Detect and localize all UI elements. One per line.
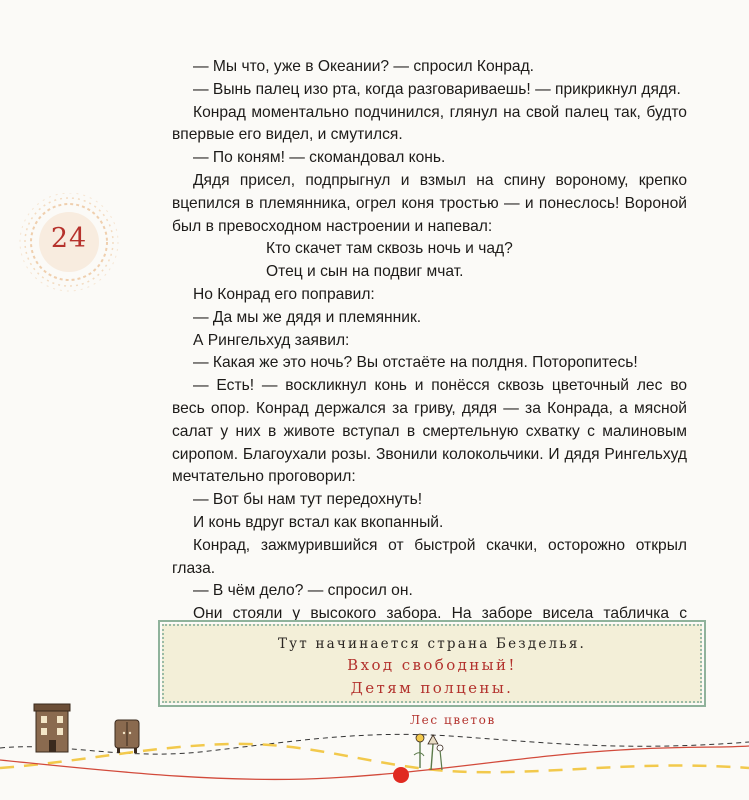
map-label-forest: Лес цветов bbox=[410, 713, 496, 727]
paragraph: — По коням! — скомандовал конь. bbox=[193, 149, 446, 167]
body-text bbox=[172, 56, 687, 649]
paragraph: Но Конрад его поправил: bbox=[193, 285, 375, 303]
verse-line: Кто скачет там сквозь ночь и чад? bbox=[266, 240, 513, 258]
paragraph: — В чём дело? — спросил он. bbox=[193, 582, 413, 600]
page-number-badge bbox=[19, 193, 119, 293]
paragraph: Конрад, зажмурившийся от быстрой скачки, осторожно открыл глаза. bbox=[172, 536, 687, 577]
cabinet-icon bbox=[115, 720, 139, 753]
map-path-red bbox=[0, 746, 749, 779]
flower-icon bbox=[414, 734, 443, 770]
paragraph: А Рингельхуд заявил: bbox=[193, 331, 350, 349]
sign-content bbox=[162, 624, 702, 703]
paragraph: — Да мы же дядя и племянник. bbox=[193, 308, 422, 326]
paragraph: Конрад моментально подчинился, глянул на свой палец так, будто впервые его видел, и смутился. bbox=[172, 103, 687, 144]
paragraph: Они стояли у высокого забора. На заборе висела табличка с bbox=[193, 605, 687, 623]
paragraph: — Вынь палец изо рта, когда разговариваешь! — прикрикнул дядя. bbox=[193, 80, 681, 98]
paragraph: Дядя присел, подпрыгнул и взмыл на спину вороному, крепко вцепился в племянника, огрел коня тростью — и понеслось! Вороной был в превосходном настроении и напевал: bbox=[172, 171, 687, 235]
sign-line-3: Детям полцены. bbox=[350, 679, 514, 697]
paragraph: — Вот бы нам тут передохнуть! bbox=[193, 491, 423, 509]
house-icon bbox=[34, 704, 70, 752]
sign-board bbox=[158, 620, 706, 707]
paragraph: — Мы что, уже в Океании? — спросил Конрад. bbox=[193, 58, 535, 75]
verse-line: Отец и сын на подвиг мчат. bbox=[266, 263, 464, 281]
paragraph: И конь вдруг встал как вкопанный. bbox=[193, 513, 444, 531]
red-marker-icon bbox=[393, 767, 409, 783]
paragraph: — Какая же это ночь? Вы отстаёте на полдня. Поторопитесь! bbox=[193, 354, 638, 372]
map-path-yellow bbox=[0, 744, 749, 772]
sign-line-2: Вход свободный! bbox=[347, 656, 517, 674]
page-number: 24 bbox=[50, 223, 88, 254]
sign-line-1: Тут начинается страна Безделья. bbox=[277, 636, 587, 652]
paragraph: — Есть! — воскликнул конь и понёсся сквозь цветочный лес во весь опор. Конрад держался за гриву, дядя — за Конрада, а мясной салат у них в животе вступал в смертельную схватку с малиновым сиропом. Благоухали розы. Звонили колокольчики. И дядя Рингельхуд мечтательно проговорил: bbox=[172, 377, 687, 486]
map-path-dashed bbox=[0, 734, 749, 754]
